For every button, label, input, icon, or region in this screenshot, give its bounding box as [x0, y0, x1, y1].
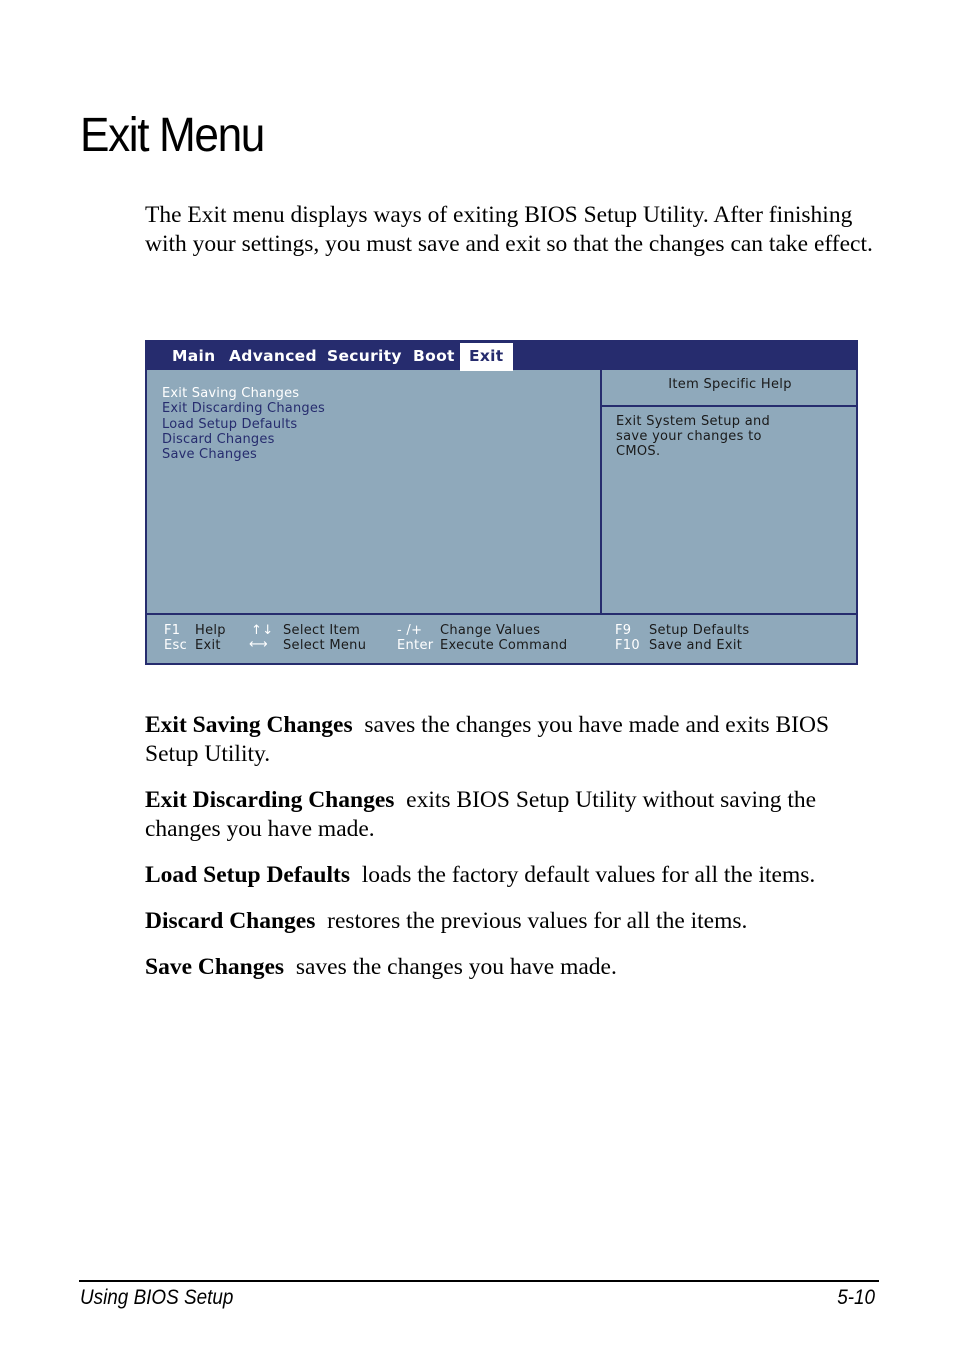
- definition-term: Exit Discarding Changes: [145, 787, 395, 813]
- footer-page-number: 5-10: [837, 1286, 875, 1309]
- footer-section-title: Using BIOS Setup: [80, 1286, 234, 1309]
- key-select-item-label: Select Item: [283, 623, 361, 638]
- definition-save-changes: [145, 953, 885, 982]
- tab-exit[interactable]: Exit: [460, 343, 513, 371]
- key-setup-defaults-label: Setup Defaults: [649, 623, 750, 638]
- definition-text: exits BIOS Setup Utility without saving the changes you have made.: [145, 787, 817, 842]
- option-save-changes[interactable]: Save Changes: [162, 447, 257, 463]
- keybar-divider: [147, 613, 856, 615]
- help-line: CMOS.: [616, 444, 661, 459]
- help-text: [616, 414, 846, 459]
- arrow-left-right-icon: ⟷: [249, 637, 268, 652]
- key-help-label: Help: [195, 623, 226, 638]
- definition-text: loads the factory default values for all the items.: [361, 862, 816, 888]
- definition-term: Save Changes: [145, 954, 285, 980]
- exit-options-list: [162, 386, 325, 462]
- tab-advanced[interactable]: Advanced: [229, 347, 317, 365]
- key-f1: F1: [164, 623, 181, 638]
- key-legend: [147, 623, 856, 659]
- page-title: Exit Menu: [80, 109, 264, 162]
- help-title: Item Specific Help: [668, 377, 792, 392]
- definition-load-setup-defaults: [145, 861, 885, 890]
- key-save-and-exit-label: Save and Exit: [649, 638, 743, 653]
- option-discard-changes[interactable]: Discard Changes: [162, 431, 275, 447]
- definition-discard-changes: [145, 907, 885, 936]
- bios-screen: [145, 340, 858, 665]
- footer-rule: [79, 1280, 879, 1282]
- definition-text: restores the previous values for all the items.: [327, 908, 748, 934]
- key-esc: Esc: [164, 638, 188, 653]
- definition-term: Discard Changes: [145, 908, 316, 934]
- key-select-menu-label: Select Menu: [283, 638, 367, 653]
- help-line: save your changes to: [616, 429, 762, 444]
- tab-security[interactable]: Security: [327, 347, 402, 365]
- tab-main[interactable]: Main: [172, 347, 216, 365]
- definition-text: saves the changes you have made.: [295, 954, 617, 980]
- intro-paragraph: The Exit menu displays ways of exiting BIOS Setup Utility. After finishing with your settings, you must save and exit so that the changes can take effect.: [145, 202, 873, 257]
- option-exit-saving-changes[interactable]: Exit Saving Changes: [162, 386, 300, 401]
- bios-menu-bar: [147, 342, 856, 370]
- key-execute-command-label: Execute Command: [440, 638, 568, 653]
- help-divider: [602, 405, 858, 407]
- definition-term: Exit Saving Changes: [145, 712, 353, 738]
- help-line: Exit System Setup and: [616, 414, 771, 429]
- definitions-list: [145, 711, 885, 999]
- arrow-up-down-icon: ↑↓: [251, 623, 274, 638]
- tab-boot[interactable]: Boot: [413, 347, 455, 365]
- key-change-values-label: Change Values: [440, 623, 541, 638]
- definition-exit-saving-changes: [145, 711, 885, 769]
- key-minus-plus: - /+: [397, 623, 423, 638]
- key-f9: F9: [615, 623, 632, 638]
- definition-text: saves the changes you have made and exits BIOS Setup Utility.: [145, 712, 830, 767]
- definition-exit-discarding-changes: [145, 786, 885, 844]
- option-exit-discarding-changes[interactable]: Exit Discarding Changes: [162, 401, 326, 417]
- key-exit-label: Exit: [195, 638, 221, 653]
- option-load-setup-defaults[interactable]: Load Setup Defaults: [162, 416, 298, 432]
- definition-term: Load Setup Defaults: [145, 862, 351, 888]
- key-enter: Enter: [397, 638, 434, 653]
- key-f10: F10: [615, 638, 640, 653]
